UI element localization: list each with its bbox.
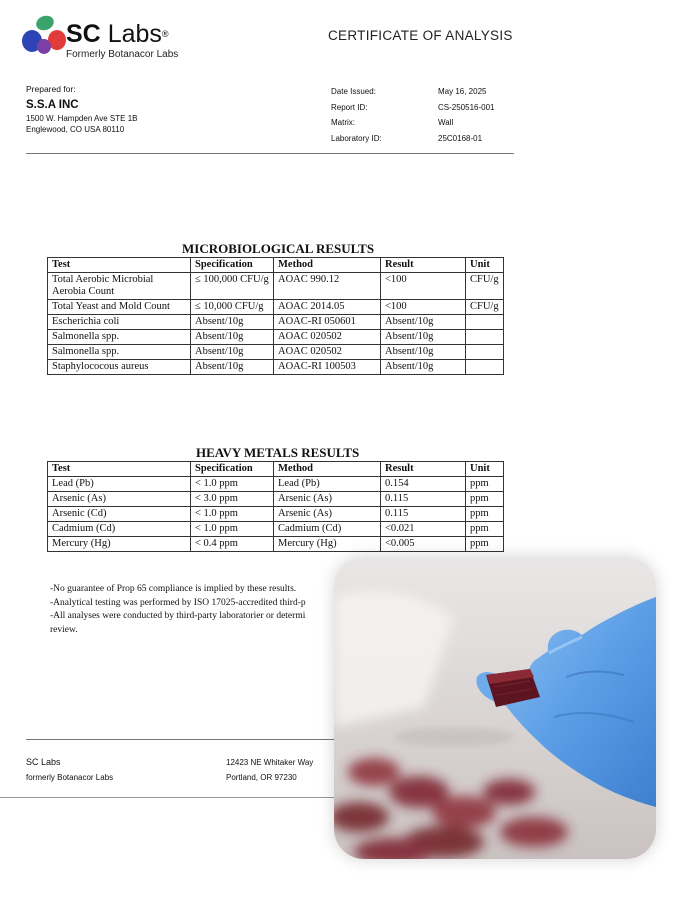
photo-illustration: [334, 557, 656, 859]
table-cell: 0.115: [381, 507, 466, 522]
microbiological-results-title: MICROBIOLOGICAL RESULTS: [182, 241, 375, 256]
table-cell: Absent/10g: [191, 360, 274, 375]
footer-address-line1: 12423 NE Whitaker Way: [226, 758, 314, 767]
meta-label: Date Issued:: [331, 87, 376, 96]
table-cell: Total Aerobic Microbial Aerobia Count: [48, 273, 191, 300]
logo-wordmark: [66, 21, 169, 47]
meta-label: Report ID:: [331, 102, 368, 112]
table-cell: Arsenic (As): [274, 492, 381, 507]
client-name: S.S.A INC: [26, 99, 79, 111]
column-header: Specification: [191, 462, 274, 477]
microbiological-results-table: [47, 257, 504, 375]
table-cell: Arsenic (Cd): [48, 507, 191, 522]
meta-value: May 16, 2025: [438, 87, 487, 96]
footer-address: [226, 755, 313, 785]
table-cell: Cadmium (Cd): [48, 522, 191, 537]
table-cell: AOAC 020502: [274, 330, 381, 345]
table-cell: Absent/10g: [191, 345, 274, 360]
meta-value: 25C0168-01: [438, 133, 483, 143]
column-header: Unit: [466, 462, 504, 477]
table-cell: [466, 330, 504, 345]
table-cell: < 1.0 ppm: [191, 477, 274, 492]
meta-row: [331, 131, 494, 147]
table-cell: CFU/g: [466, 273, 504, 300]
meta-row: [331, 115, 494, 131]
logo-registered-mark: ®: [161, 29, 169, 39]
table-cell: Cadmium (Cd): [274, 522, 381, 537]
footer-address-line2: Portland, OR 97230: [226, 773, 297, 782]
table-cell: Salmonella spp.: [48, 330, 191, 345]
table-cell: 0.154: [381, 477, 466, 492]
table-row: [48, 330, 504, 345]
table-cell: < 0.4 ppm: [191, 537, 274, 552]
table-header-row: [48, 258, 504, 273]
table-cell: 0.115: [381, 492, 466, 507]
column-header: Method: [274, 258, 381, 273]
heavy-metals-results-table: [47, 461, 504, 552]
table-row: [48, 477, 504, 492]
table-cell: AOAC 020502: [274, 345, 381, 360]
table-cell: ≤ 10,000 CFU/g: [191, 300, 274, 315]
table-cell: Total Yeast and Mold Count: [48, 300, 191, 315]
logo-name-bold: SC: [66, 20, 101, 48]
table-cell: ppm: [466, 507, 504, 522]
table-row: [48, 345, 504, 360]
meta-row: [331, 100, 494, 116]
meta-value: CS-250516-001: [438, 102, 495, 112]
gloved-hand-gummy-photo: [334, 557, 656, 859]
table-cell: [466, 315, 504, 330]
note-line: review.: [50, 624, 78, 635]
meta-value: Wall: [438, 118, 454, 127]
table-cell: Absent/10g: [381, 315, 466, 330]
table-cell: ppm: [466, 492, 504, 507]
table-cell: < 1.0 ppm: [191, 522, 274, 537]
meta-row: [331, 84, 494, 100]
table-cell: Mercury (Hg): [274, 537, 381, 552]
table-cell: [466, 345, 504, 360]
table-row: [48, 300, 504, 315]
table-cell: ppm: [466, 522, 504, 537]
table-row: [48, 360, 504, 375]
table-cell: Arsenic (As): [48, 492, 191, 507]
table-cell: Escherichia coli: [48, 315, 191, 330]
meta-label: Laboratory ID:: [331, 133, 382, 143]
client-address-line2: Englewood, CO USA 80110: [26, 125, 125, 134]
heavy-metals-results-title: HEAVY METALS RESULTS: [196, 445, 360, 460]
table-cell: AOAC-RI 050601: [274, 315, 381, 330]
report-meta-block: [331, 84, 494, 146]
table-cell: ppm: [466, 537, 504, 552]
table-cell: Absent/10g: [381, 330, 466, 345]
table-cell: Absent/10g: [381, 345, 466, 360]
footer-divider: [26, 739, 336, 740]
table-cell: ≤ 100,000 CFU/g: [191, 273, 274, 300]
table-row: [48, 273, 504, 300]
document-title: CERTIFICATE OF ANALYSIS: [328, 28, 513, 43]
meta-label: Matrix:: [331, 118, 355, 127]
column-header: Specification: [191, 258, 274, 273]
table-cell: < 3.0 ppm: [191, 492, 274, 507]
table-cell: Lead (Pb): [274, 477, 381, 492]
column-header: Result: [381, 462, 466, 477]
table-cell: AOAC 2014.05: [274, 300, 381, 315]
table-row: [48, 507, 504, 522]
table-cell: AOAC 990.12: [274, 273, 381, 300]
sc-labs-logo: [18, 16, 218, 66]
footer-company-tagline: formerly Botanacor Labs: [26, 773, 114, 782]
table-cell: < 1.0 ppm: [191, 507, 274, 522]
table-cell: Salmonella spp.: [48, 345, 191, 360]
client-address-line1: 1500 W. Hampden Ave STE 1B: [26, 114, 138, 123]
table-cell: <100: [381, 300, 466, 315]
table-row: [48, 315, 504, 330]
table-cell: <0.005: [381, 537, 466, 552]
footer-company-name: SC Labs: [26, 757, 61, 767]
table-cell: <100: [381, 273, 466, 300]
column-header: Unit: [466, 258, 504, 273]
note-line: -All analyses were conducted by third-party laboratorier or determi: [50, 611, 306, 621]
table-cell: [466, 360, 504, 375]
column-header: Result: [381, 258, 466, 273]
header-divider: [26, 153, 514, 154]
table-cell: Absent/10g: [191, 330, 274, 345]
column-header: Method: [274, 462, 381, 477]
note-line: -Analytical testing was performed by ISO 17025-accredited third-p: [50, 597, 306, 608]
footer-company: [26, 755, 113, 785]
table-row: [48, 537, 504, 552]
table-cell: <0.021: [381, 522, 466, 537]
table-cell: Lead (Pb): [48, 477, 191, 492]
table-cell: Absent/10g: [191, 315, 274, 330]
table-cell: AOAC-RI 100503: [274, 360, 381, 375]
prepared-for-label: Prepared for:: [26, 84, 76, 94]
prepared-for-block: [26, 84, 137, 135]
table-cell: Staphylococous aureus: [48, 360, 191, 375]
column-header: Test: [48, 462, 191, 477]
logo-name-regular: Labs: [107, 20, 162, 48]
logo-tagline: Formerly Botanacor Labs: [66, 49, 179, 60]
table-cell: Arsenic (As): [274, 507, 381, 522]
table-row: [48, 522, 504, 537]
table-header-row: [48, 462, 504, 477]
column-header: Test: [48, 258, 191, 273]
table-cell: Absent/10g: [381, 360, 466, 375]
logo-blob-purple: [37, 39, 51, 54]
table-cell: ppm: [466, 477, 504, 492]
table-row: [48, 492, 504, 507]
table-cell: Mercury (Hg): [48, 537, 191, 552]
page-bottom-divider: [0, 797, 340, 798]
table-cell: CFU/g: [466, 300, 504, 315]
note-line: -No guarantee of Prop 65 compliance is implied by these results.: [50, 584, 297, 594]
